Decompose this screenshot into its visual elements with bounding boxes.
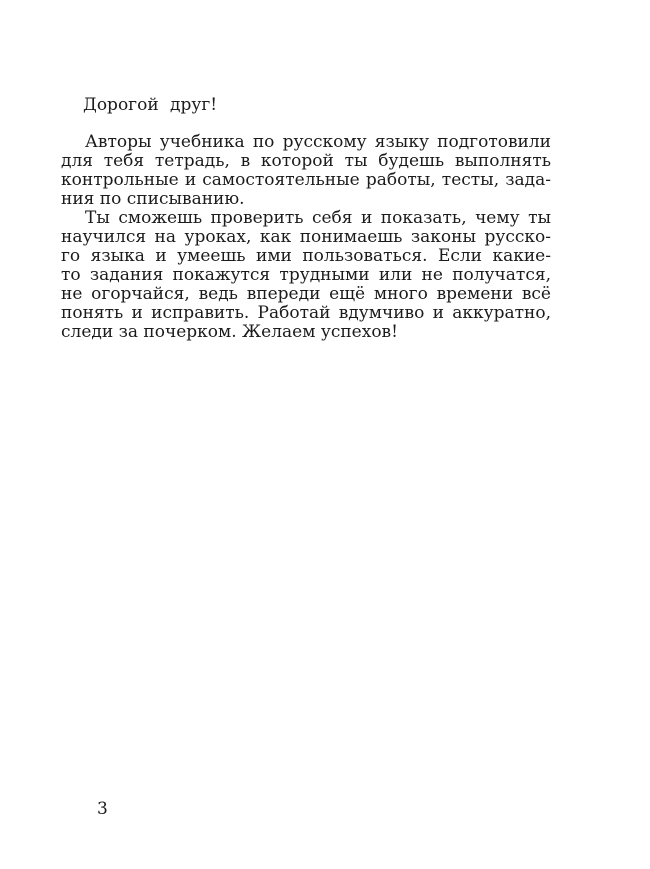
text-line: Ты сможешь проверить себя и показать, чему ты (85, 208, 551, 228)
text-line: научился на уроках, как понимаешь законы русско- (61, 227, 551, 247)
text-line: контрольные и самостоятельные работы, тесты, зада- (61, 170, 551, 190)
text-line: не огорчайся, ведь впереди ещё много времени всё (61, 284, 551, 304)
page-heading: Дорогой друг! (83, 95, 218, 115)
text-line: ния по списыванию. (61, 189, 245, 209)
text-line: для тебя тетрадь, в которой ты будешь выполнять (61, 151, 551, 171)
paragraph-encouragement (61, 209, 551, 342)
text-line: Авторы учебника по русскому языку подготовили (85, 132, 551, 152)
text-block (61, 96, 551, 342)
text-line: понять и исправить. Работай вдумчиво и аккуратно, (61, 303, 551, 323)
page-number: 3 (97, 799, 108, 819)
text-line: то задания покажутся трудными или не получатся, (61, 265, 551, 285)
text-line: следи за почерком. Желаем успехов! (61, 322, 398, 342)
paragraph-intro (61, 133, 551, 209)
text-line: го языка и умеешь ими пользоваться. Если какие- (61, 246, 551, 266)
